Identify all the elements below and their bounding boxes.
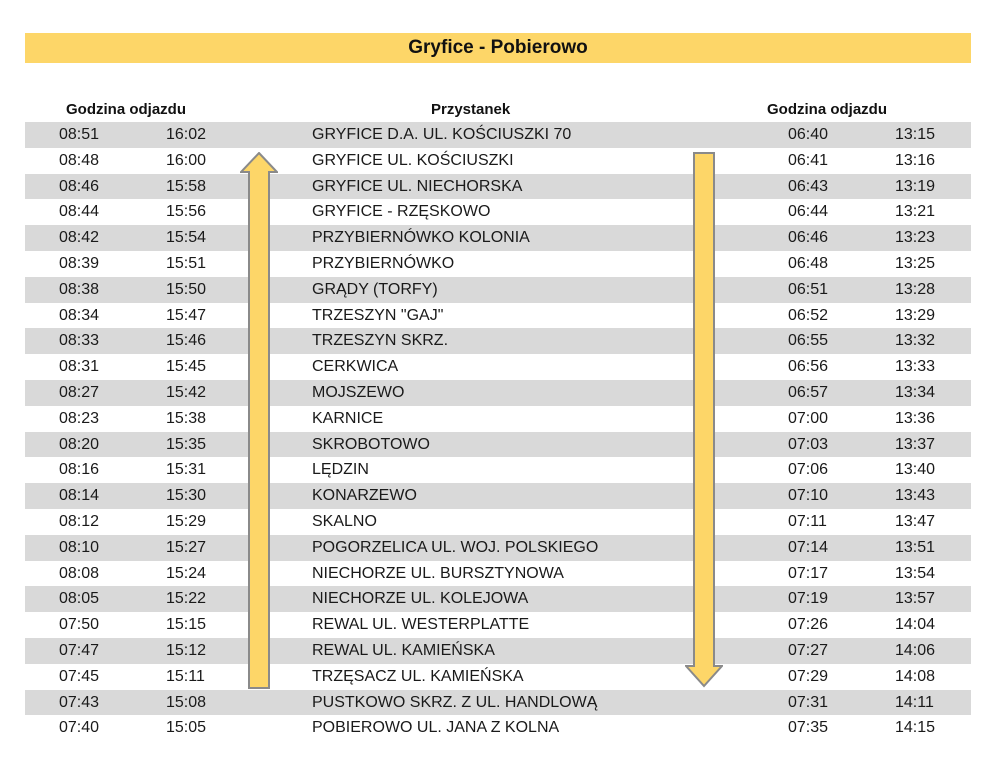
departure-right-1: 06:52 [788,306,829,324]
departure-right-1: 06:44 [788,203,829,221]
stop-name: TRZESZYN "GAJ" [312,306,444,324]
departure-left-1: 07:43 [59,693,100,711]
stop-name: PUSTKOWO SKRZ. Z UL. HANDLOWĄ [312,693,598,711]
departure-left-1: 08:16 [59,461,100,479]
departure-left-1: 07:50 [59,616,100,634]
stop-name: GRYFICE UL. KOŚCIUSZKI [312,151,514,169]
departure-right-2: 14:08 [895,667,936,685]
departure-left-2: 15:29 [166,512,207,530]
departure-right-2: 13:29 [895,306,936,324]
departure-right-2: 13:47 [895,512,936,530]
departure-left-2: 15:35 [166,435,207,453]
departure-left-1: 07:40 [59,719,100,737]
departure-left-2: 15:47 [166,306,207,324]
table-row [25,251,971,277]
table-row [25,277,971,303]
departure-left-2: 15:27 [166,538,207,556]
title-bar [25,33,971,63]
departure-right-1: 06:56 [788,358,829,376]
departure-left-1: 07:45 [59,667,100,685]
departure-left-2: 15:08 [166,693,207,711]
table-row [25,561,971,587]
departure-right-1: 07:14 [788,538,829,556]
departure-left-1: 08:33 [59,332,100,350]
table-row [25,174,971,200]
departure-left-1: 08:10 [59,538,100,556]
departure-right-2: 13:33 [895,358,936,376]
stop-name: PRZYBIERNÓWKO KOLONIA [312,229,530,247]
departure-left-1: 08:23 [59,409,100,427]
departure-left-2: 15:51 [166,254,207,272]
stop-name: GRYFICE - RZĘSKOWO [312,203,491,221]
departure-left-2: 15:45 [166,358,207,376]
arrow-up-icon [240,152,278,690]
stop-name: REWAL UL. KAMIEŃSKA [312,641,495,659]
stop-name: NIECHORZE UL. BURSZTYNOWA [312,564,564,582]
departure-right-2: 14:04 [895,616,936,634]
departure-right-1: 06:57 [788,383,829,401]
departure-left-1: 08:12 [59,512,100,530]
departure-right-2: 13:40 [895,461,936,479]
departure-left-2: 15:22 [166,590,207,608]
stop-name: LĘDZIN [312,461,369,479]
departure-right-2: 13:37 [895,435,936,453]
stop-name: TRZESZYN SKRZ. [312,332,449,350]
table-row [25,483,971,509]
arrow-down-icon [685,152,723,688]
departure-left-2: 15:42 [166,383,207,401]
departure-right-1: 07:19 [788,590,829,608]
table-row [25,586,971,612]
header-stop: Przystanek [431,101,511,118]
departure-left-1: 08:38 [59,280,100,298]
departure-left-1: 08:48 [59,151,100,169]
table-row [25,303,971,329]
stop-name: SKALNO [312,512,377,530]
stop-name: KONARZEWO [312,487,417,505]
stop-name: POBIEROWO UL. JANA Z KOLNA [312,719,560,737]
departure-right-2: 13:36 [895,409,936,427]
departure-left-1: 08:31 [59,358,100,376]
departure-left-2: 15:11 [166,667,205,685]
departure-right-2: 14:15 [895,719,936,737]
departure-left-1: 07:47 [59,641,100,659]
departure-left-1: 08:05 [59,590,100,608]
table-row [25,122,971,148]
departure-right-1: 07:11 [788,512,827,530]
departure-left-1: 08:08 [59,564,100,582]
departure-left-2: 15:24 [166,564,207,582]
departure-right-2: 13:23 [895,229,936,247]
timetable [25,122,971,741]
departure-right-2: 13:34 [895,383,936,401]
departure-left-2: 15:31 [166,461,207,479]
departure-left-1: 08:14 [59,487,100,505]
departure-right-2: 13:15 [895,126,936,143]
departure-left-2: 15:50 [166,280,207,298]
departure-right-2: 13:19 [895,177,936,195]
departure-right-1: 06:55 [788,332,829,350]
departure-left-1: 08:34 [59,306,100,324]
departure-right-2: 13:25 [895,254,936,272]
departure-left-2: 15:38 [166,409,207,427]
header-departure-left: Godzina odjazdu [66,101,186,118]
stop-name: GRYFICE UL. NIECHORSKA [312,177,523,195]
departure-right-2: 14:06 [895,641,936,659]
table-row [25,328,971,354]
departure-right-2: 13:51 [895,538,936,556]
departure-right-2: 13:16 [895,151,936,169]
departure-right-1: 07:35 [788,719,829,737]
table-row [25,354,971,380]
departure-right-1: 06:51 [788,280,829,298]
stop-name: KARNICE [312,409,384,427]
departure-right-1: 06:40 [788,126,829,143]
departure-left-2: 16:02 [166,126,207,143]
departure-right-1: 07:27 [788,641,829,659]
departure-right-2: 13:54 [895,564,936,582]
departure-right-2: 13:43 [895,487,936,505]
table-row [25,612,971,638]
page-title: Gryfice - Pobierowo [408,37,588,58]
departure-left-2: 15:12 [166,641,207,659]
departure-left-1: 08:39 [59,254,100,272]
departure-right-1: 07:29 [788,667,829,685]
departure-right-1: 06:46 [788,229,829,247]
departure-right-1: 07:06 [788,461,829,479]
table-row [25,199,971,225]
table-row [25,638,971,664]
departure-left-2: 15:05 [166,719,207,737]
stop-name: GRYFICE D.A. UL. KOŚCIUSZKI 70 [312,126,572,143]
departure-left-1: 08:42 [59,229,100,247]
departure-right-2: 13:28 [895,280,936,298]
departure-left-2: 15:54 [166,229,207,247]
departure-left-1: 08:20 [59,435,100,453]
departure-right-1: 06:43 [788,177,829,195]
departure-right-1: 07:03 [788,435,829,453]
departure-left-1: 08:44 [59,203,100,221]
departure-right-1: 07:00 [788,409,829,427]
stop-name: SKROBOTOWO [312,435,430,453]
departure-right-2: 14:11 [895,693,934,711]
table-row [25,664,971,690]
table-row [25,225,971,251]
departure-left-2: 15:58 [166,177,207,195]
departure-right-1: 07:17 [788,564,829,582]
stop-name: GRĄDY (TORFY) [312,280,438,298]
departure-right-2: 13:21 [895,203,936,221]
departure-left-1: 08:51 [59,126,100,143]
table-row [25,535,971,561]
departure-left-2: 15:30 [166,487,207,505]
departure-right-1: 07:10 [788,487,829,505]
departure-right-1: 07:31 [788,693,829,711]
table-row [25,457,971,483]
stop-name: POGORZELICA UL. WOJ. POLSKIEGO [312,538,599,556]
table-row [25,509,971,535]
stop-name: TRZĘSACZ UL. KAMIEŃSKA [312,667,524,685]
departure-left-2: 16:00 [166,151,207,169]
table-row [25,432,971,458]
stop-name: PRZYBIERNÓWKO [312,254,455,272]
departure-right-1: 06:41 [788,151,829,169]
departure-left-2: 15:56 [166,203,207,221]
stop-name: MOJSZEWO [312,383,405,401]
departure-right-2: 13:57 [895,590,936,608]
departure-right-2: 13:32 [895,332,936,350]
table-row [25,148,971,174]
departure-right-1: 06:48 [788,254,829,272]
stop-name: NIECHORZE UL. KOLEJOWA [312,590,529,608]
table-row [25,380,971,406]
header-departure-right: Godzina odjazdu [767,101,887,118]
stop-name: REWAL UL. WESTERPLATTE [312,616,530,634]
table-row [25,715,971,741]
departure-left-1: 08:46 [59,177,100,195]
table-row [25,406,971,432]
table-row [25,690,971,716]
departure-left-2: 15:46 [166,332,207,350]
stop-name: CERKWICA [312,358,399,376]
departure-right-1: 07:26 [788,616,829,634]
departure-left-2: 15:15 [166,616,207,634]
departure-left-1: 08:27 [59,383,100,401]
